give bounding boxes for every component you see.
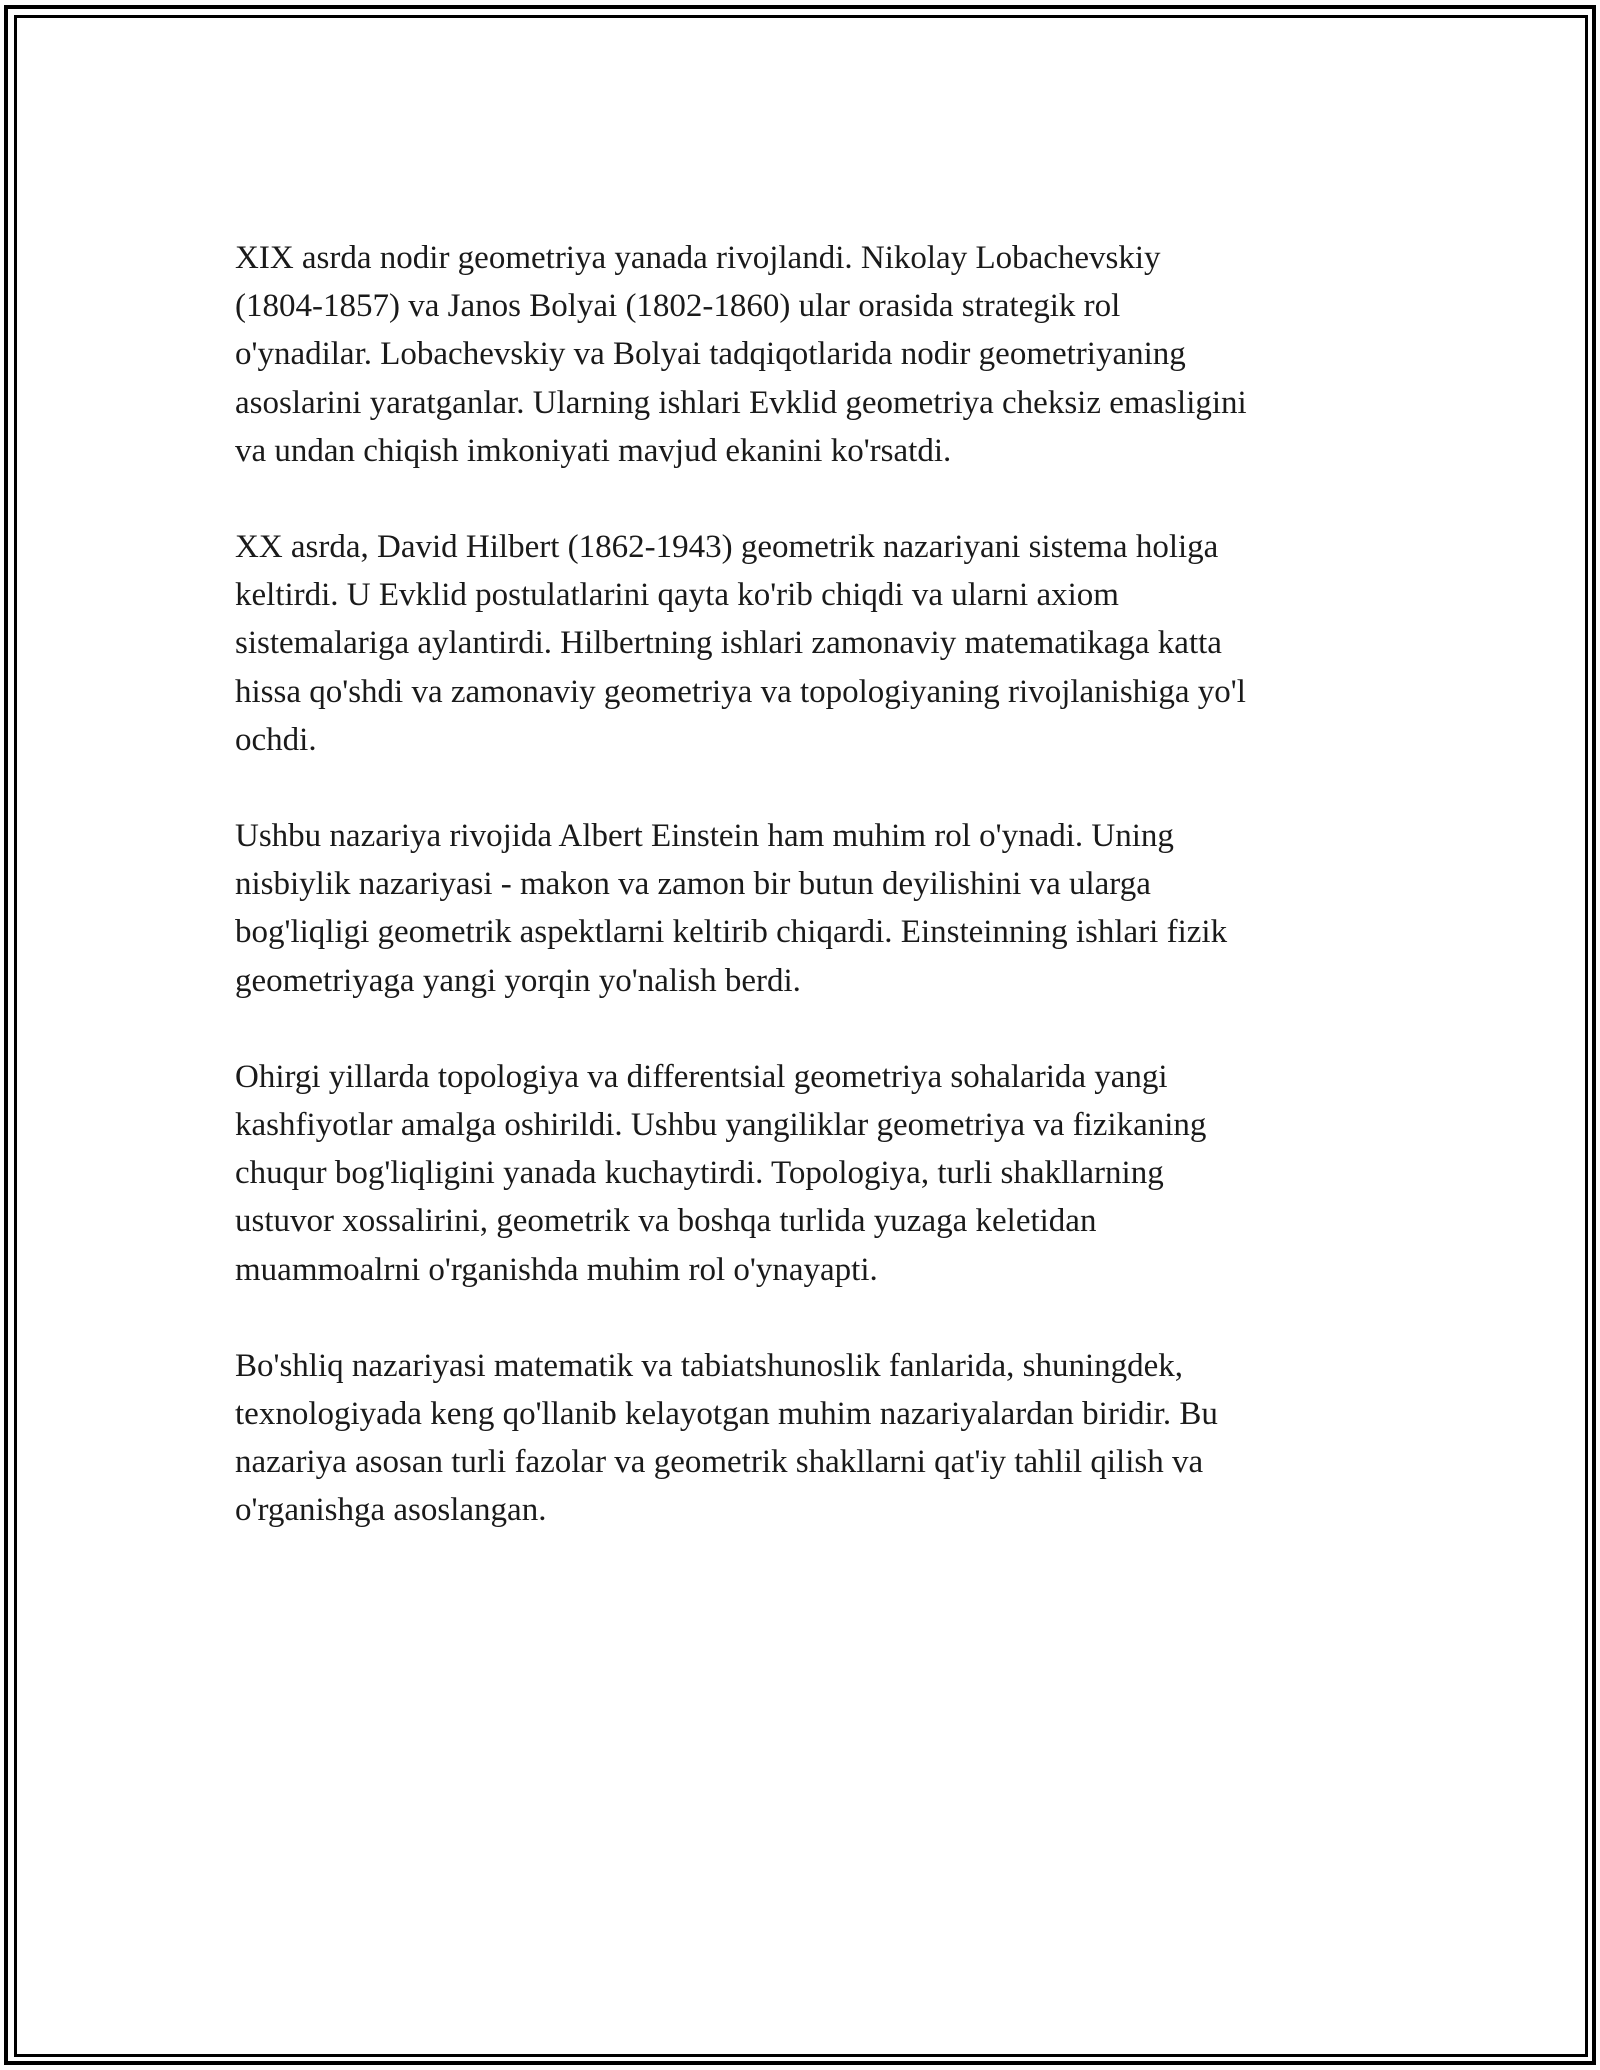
paragraph-4: Ohirgi yillarda topologiya va differentsial geometriya sohalarida yangi kashfiyotlar amalga oshirildi. Ushbu yangiliklar geometriya va fizikaning chuqur bog'liqligini yanada kuchaytirdi. Topologiya, turli shakllarning ustuvor xossalirini, geometrik va boshqa turlida yuzaga keletidan muammoalrni o'rganishda muhim rol o'ynayapti. [235,1058,1207,1288]
paragraph-1: XIX asrda nodir geometriya yanada rivojlandi. Nikolay Lobachevskiy (1804-1857) va Janos Bolyai (1802-1860) ular orasida strategik rol o'ynadilar. Lobachevskiy va Bolyai tadqiqotlarida nodir geometriyaning asoslarini yaratganlar. Ularning ishlari Evklid geometriya cheksiz emasligini va undan chiqish imkoniyati mavjud ekanini ko'rsatdi. [235,240,1247,469]
paragraph-5: Bo'shliq nazariyasi matematik va tabiatshunoslik fanlarida, shuningdek, texnologiyada keng qo'llanib kelayotgan muhim nazariyalardan biridir. Bu nazariya asosan turli fazolar va geometrik shakllarni qat'iy tahlil qilish va o'rganishga asoslangan. [235,1347,1218,1529]
paragraph-2: XX asrda, David Hilbert (1862-1943) geometrik nazariyani sistema holiga keltirdi. U Evklid postulatlarini qayta ko'rib chiqdi va ularni axiom sistemalariga aylantirdi. Hilbertning ishlari zamonaviy matematikaga katta hissa qo'shdi va zamonaviy geometriya va topologiyaning rivojlanishiga yo'l ochdi. [235,529,1246,758]
paragraph-3: Ushbu nazariya rivojida Albert Einstein ham muhim rol o'ynadi. Uning nisbiylik nazariyasi - makon va zamon bir butun deyilishini va ularga bog'liqligi geometrik aspektlarni keltirib chiqardi. Einsteinning ishlari fizik geometriyaga yangi yorqin yo'nalish berdi. [235,818,1228,999]
document-body [235,234,1375,1583]
